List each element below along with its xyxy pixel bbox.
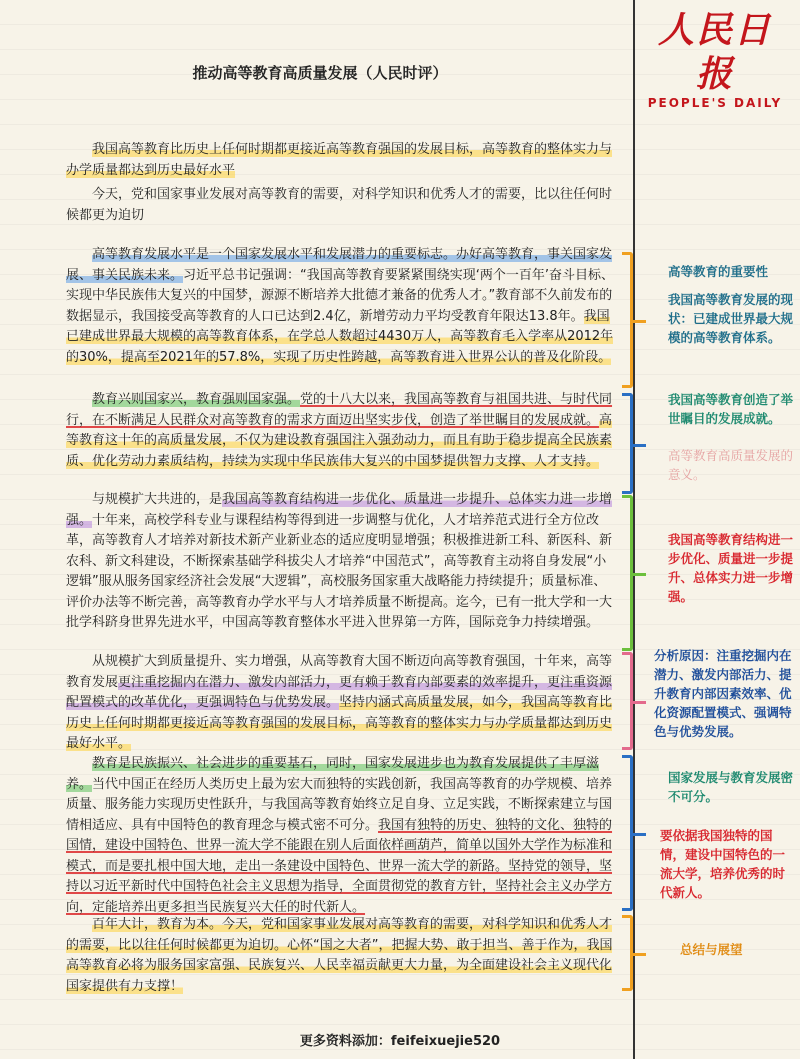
body-p3-lead: 与规模扩大共进的，是: [92, 492, 223, 507]
footer-contact: 更多资料添加：feifeixuejie520: [299, 1034, 501, 1049]
brace-green: [622, 495, 633, 651]
note-achievement: 我国高等教育创造了举世瞩目的发展成就。: [668, 392, 794, 426]
brace-pink: [622, 652, 633, 750]
body-p4-text: 坚持内涵式高质量发展，如今，我国高等教育比历史上任何时期都更接近高等教育强国的发展目标，高等教育的整体实力与办学质量都达到历史最好水平。: [66, 695, 613, 751]
intro-paragraph-1: [66, 140, 614, 181]
body-p2-highlight-2: 高等教育这十年的高质量发展，不仅为建设教育强国注入强劲动力，而且有助于稳步提高全民族素质、优化劳动力素质结构，持续为实现中华民族伟大复兴的中国梦提供智力支撑、人才支持。: [66, 412, 613, 469]
vertical-divider: [633, 0, 635, 1059]
body-p1-highlight: 高等教育发展水平是一个国家发展水平和发展潜力的重要标志。办好高等教育，事关国家发展、事关民族未来。: [66, 247, 613, 283]
note-reasons: 分析原因：注重挖掘内在潜力、激发内部活力、提升教育内部因素效率、优化资源配置模式、强调特色与优势发展。: [654, 648, 792, 739]
note-status: 我国高等教育发展的现状：已建成世界最大规模的高等教育体系。: [668, 292, 794, 345]
article-title: 推动高等教育高质量发展（人民时评）: [192, 64, 448, 82]
note-characteristics: 要依据我国独特的国情，建设中国特色的一流大学，培养优秀的时代新人。: [660, 828, 786, 900]
body-paragraph-4: [66, 652, 614, 755]
logo-chinese: 人民日报: [657, 9, 772, 95]
body-paragraph-5: [66, 754, 614, 918]
body-paragraph-1: [66, 245, 614, 368]
brace-blue: [622, 393, 633, 494]
brace-blue-2: [622, 755, 633, 911]
note-summary: 总结与展望: [680, 942, 743, 957]
note-structure: 我国高等教育结构进一步优化、质量进一步提升、总体实力进一步增强。: [668, 532, 794, 604]
body-p3-text: 十年来，高校学科专业与课程结构等得到进一步调整与优化，人才培养范式进行全方位改革，高等教育人才培养对新技术新产业新业态的适应度明显增强；积极推进新工科、新医科、新农科、新文科建设，不断探索基础学科拔尖人才培养“中国范式”，高等教育主动将自身发展“小逻辑”服从服务国家经济社会发展“大逻辑”，高校服务国家重大战略能力持续提升；质量标准、评价办法等不断完善，高等教育办学水平与人才培养质量不断提高。迄今，已有一批大学和一大批学科跻身世界先进水平，中国高等教育整体水平进入世界第一方阵，国际竞争力持续增强。: [66, 512, 613, 630]
body-p6-text: 百年大计，教育为本。今天，党和国家事业发展对高等教育的需要，对科学知识和优秀人才的需要，比以往任何时候都更为迫切。心怀“国之大者”，把握大势、敢于担当、善于作为，我国高等教育必将为服务国家富强、民族复兴、人民幸福贡献更大力量，为全面建设社会主义现代化国家提供有力支撑！: [66, 917, 613, 994]
body-p5-highlight: 教育是民族振兴、社会进步的重要基石，同时，国家发展进步也为教育发展提供了丰厚滋养。: [66, 756, 600, 792]
body-paragraph-2: [66, 390, 614, 472]
note-importance: 高等教育的重要性: [668, 264, 769, 279]
body-p1-highlight-2: 我国已建成世界最大规模的高等教育体系，在学总人数超过4430万人，高等教育毛入学率从2012年的30%，提高至2021年的57.8%，实现了历史性跨越，高等教育进入世界公认的普及化阶段。: [66, 308, 614, 365]
peoples-daily-logo: [640, 8, 790, 110]
body-p4-highlight: 更注重挖掘内在潜力、激发内部活力，更有赖于教育内部要素的效率提升，更注重资源配置模式的改革优化，更强调特色与优势发展。: [66, 674, 613, 710]
logo-english: PEOPLE'S DAILY: [647, 96, 783, 110]
body-p1-text: 习近平总书记强调：“我国高等教育要紧紧围绕实现‘两个一百年’奋斗目标、实现中华民族伟大复兴的中国梦，源源不断培养大批德才兼备的优秀人才。”教育部不久前发布的数据显示，我国接受高等教育的人口已达到2.4亿，新增劳动力平均受教育年限达13.8年。: [66, 267, 615, 324]
brace-orange-2: [622, 915, 633, 991]
body-p2-text: 党的十八大以来，我国高等教育与祖国共进、与时代同行，在不断满足人民群众对高等教育的需求方面迈出坚实步伐，创造了举世瞩目的发展成就。: [66, 392, 613, 428]
note-significance: 高等教育高质量发展的意义。: [668, 448, 794, 482]
brace-orange-1: [622, 252, 633, 388]
note-relationship: 国家发展与教育发展密不可分。: [668, 770, 794, 804]
body-paragraph-3: [66, 490, 614, 634]
intro-text-1: 我国高等教育比历史上任何时期都更接近高等教育强国的发展目标，高等教育的整体实力与办学质量都达到历史最好水平: [66, 142, 613, 178]
body-p2-highlight: 教育兴则国家兴，教育强则国家强。: [92, 392, 301, 407]
body-p3-highlight: 我国高等教育结构进一步优化、质量进一步提升、总体实力进一步增强。: [66, 492, 613, 528]
body-p5-underline: 我国有独特的历史、独特的文化、独特的国情，建设中国特色、世界一流大学不能跟在别人后面依样画葫芦，简单以国外大学作为标准和模式，而是要扎根中国大地，走出一条建设中国特色、世界一流大学的新路。坚持党的领导，坚持以习近平新时代中国特色社会主义思想为指导，全面贯彻党的教育方针，坚持社会主义办学方向，定能培养出更多担当民族复兴大任的时代新人。: [66, 817, 613, 915]
body-paragraph-6: [66, 915, 614, 997]
body-p5-text: 当代中国正在经历人类历史上最为宏大而独特的实践创新，我国高等教育的办学规模、培养质量、服务能力实现历史性跃升，与我国高等教育始终立足自身、立足实践，不断探索建立与国情相适应、具有中国特色的教育理念与模式密不可分。: [66, 776, 613, 833]
intro-text-2: 今天，党和国家事业发展对高等教育的需要，对科学知识和优秀人才的需要，比以往任何时候都更为迫切: [66, 187, 613, 223]
body-p4-lead: 从规模扩大到质量提升、实力增强，从高等教育大国不断迈向高等教育强国，十年来，高等教育发展: [66, 654, 613, 690]
intro-paragraph-2: [66, 185, 614, 226]
